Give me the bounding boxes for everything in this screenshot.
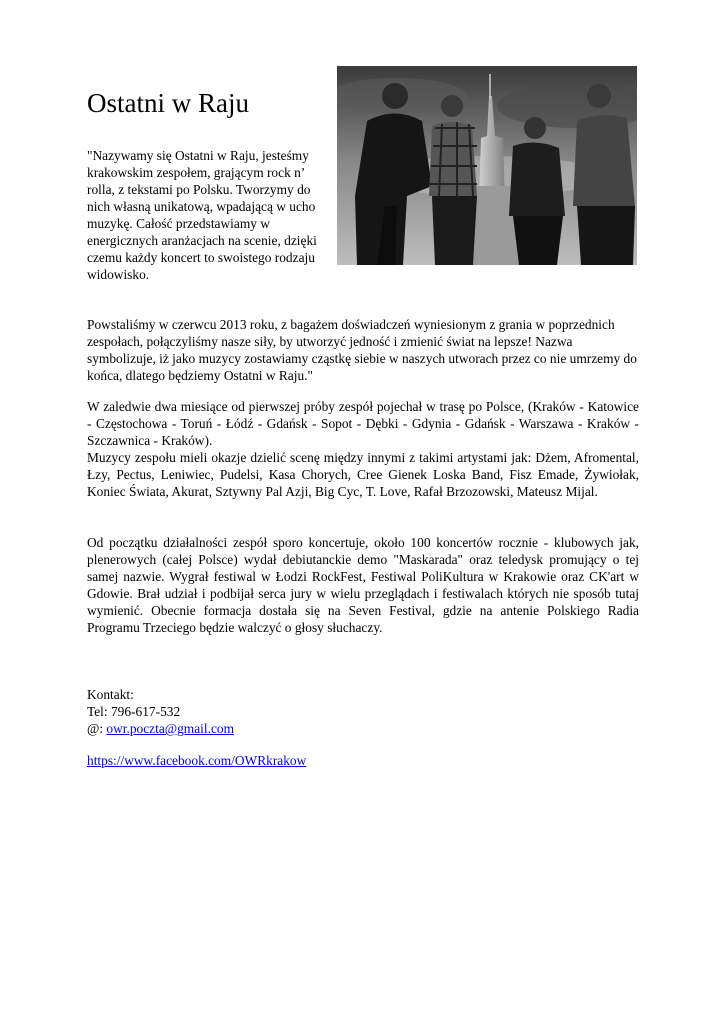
facebook-link[interactable]: https://www.facebook.com/OWRkrakow (87, 753, 307, 768)
page-title: Ostatni w Raju (87, 88, 249, 118)
paragraph-tour-artists: Muzycy zespołu mieli okazje dzielić scenę między innymi z takimi artystami jak: Dżem, Afromental, Łzy, Pectus, Leniwiec, Pudelsi, Kasa Chorych, Cree Gienek Loska Band, Fisz Emade, Żywiołak, Koniec Świata, Akurat, Sztywny Pal Azji, Big Cyc, T. Love, Rafał Brzozowski, Mateusz Mijal. (87, 450, 639, 499)
paragraph-tour (87, 398, 639, 500)
intro-paragraph: "Nazywamy się Ostatni w Raju, jesteśmy krakowskim zespołem, grającym rock n’ rolla, z tekstami po Polsku. Tworzymy do nich własną unikatową, wpadającą w ucho muzykę. Całość przedstawiamy w energicznych aranżacjach na scenie, dzięki czemu każdy koncert to swoistego rodzaju widowisko. (87, 148, 317, 282)
contact-email-line (87, 720, 234, 737)
contact-block (87, 686, 234, 737)
facebook-line (87, 752, 306, 769)
paragraph-history: Powstaliśmy w czerwcu 2013 roku, z bagażem doświadczeń wyniesionym z grania w poprzednich zespołach, połączyliśmy nasze siły, by utworzyć jedność i zmienić świat na lepsze! Nazwa symbolizuje, iż jako muzycy zostawiamy cząstkę siebie w naszych utworach przez co nie umrzemy do końca, dlatego będziemy Ostatni w Raju." (87, 317, 637, 383)
email-link[interactable]: owr.poczta@gmail.com (106, 721, 235, 736)
band-photo-image (337, 66, 637, 265)
paragraph-activity: Od początku działalności zespół sporo koncertuje, około 100 koncertów rocznie - klubowych jak, plenerowych (całej Polsce) wydał debiutanckie demo "Maskarada" oraz teledysk promujący o tej samej nazwie. Wygrał festiwal w Łodzi RockFest, Festiwal PoliKultura w Krakowie oraz CK'art w Gdowie. Brał udział i podbijał serca jury w wielu przeglądach i festiwalach których nie sposób tutaj wymienić. Obecnie formacja dostała się na Seven Festival, gdzie na antenie Polskiego Radia Programu Trzeciego będzie walczyć o głosy słuchaczy. (87, 535, 639, 635)
contact-heading: Kontakt: (87, 687, 134, 702)
paragraph-tour-route: W zaledwie dwa miesiące od pierwszej próby zespół pojechał w trasę po Polsce, (Kraków - Katowice - Częstochowa - Toruń - Łódź - Gdańsk - Sopot - Dębki - Gdynia - Gdańsk - Warszawa - Kraków - Szczawnica - Kraków). (87, 399, 639, 448)
email-prefix: @: (87, 721, 107, 736)
contact-phone: Tel: 796-617-532 (87, 704, 181, 719)
band-photo (337, 66, 637, 265)
